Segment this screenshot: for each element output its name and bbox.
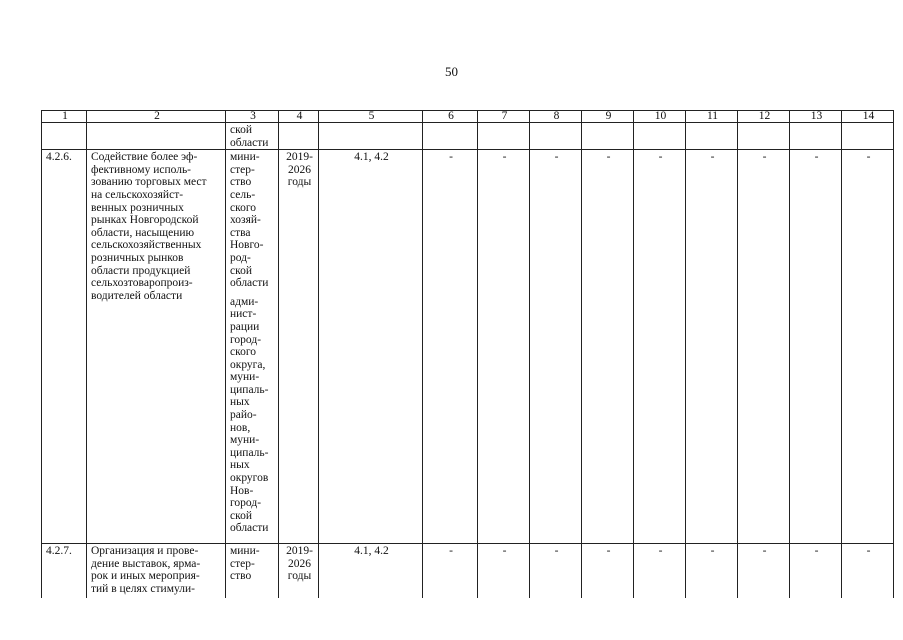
description-cell: [87, 544, 226, 599]
value-cell: -: [738, 150, 790, 544]
cell-line: 2026: [288, 557, 311, 570]
cell-line: Новго-: [230, 239, 264, 252]
table-cell: [582, 123, 634, 150]
item-number: 4.2.6.: [42, 150, 87, 544]
value-cell: -: [423, 544, 478, 599]
executor-cell: [226, 544, 279, 599]
cell-line: стер-: [230, 163, 255, 176]
cell-line: муни-: [230, 434, 260, 447]
cell-line: 2026: [288, 163, 311, 176]
value-cell: -: [582, 150, 634, 544]
cell-line: хозяй-: [230, 214, 261, 227]
value-cell: -: [842, 150, 894, 544]
cell-line: области, насыщению: [91, 226, 195, 239]
cell-line: годы: [287, 570, 312, 583]
value-cell: -: [478, 150, 530, 544]
column-header: 12: [738, 111, 790, 123]
cell-line: области: [230, 136, 269, 149]
cell-line: город-: [230, 497, 262, 510]
value-cell: -: [423, 150, 478, 544]
table-cell: [478, 123, 530, 150]
cell-line: нист-: [230, 308, 257, 321]
value-cell: -: [842, 544, 894, 599]
cell-line: розничных рынков: [91, 251, 184, 264]
cell-line: округа,: [230, 358, 266, 371]
value-cell: -: [530, 150, 582, 544]
page-number: 50: [445, 64, 458, 79]
cell-line: ных: [230, 459, 250, 472]
cell-line: венных розничных: [91, 201, 184, 214]
program-activities-table: [41, 110, 894, 598]
cell-line: ской: [230, 509, 253, 522]
value-cell: -: [686, 150, 738, 544]
column-header: 5: [319, 111, 423, 123]
column-header: 14: [842, 111, 894, 123]
period-cell: [279, 150, 319, 544]
cell-line: ской: [230, 124, 253, 136]
table-cell: [87, 123, 226, 150]
table-cell: [842, 123, 894, 150]
cell-line: ского: [230, 201, 257, 214]
cell-line: области продукцией: [91, 264, 191, 277]
cell-line: годы: [287, 176, 312, 189]
cell-line: на сельскохозяйст-: [91, 188, 184, 201]
cell-line: области: [230, 522, 269, 535]
value-cell: -: [634, 544, 686, 599]
cell-line: мини-: [230, 545, 260, 558]
value-cell: -: [686, 544, 738, 599]
column-header: 9: [582, 111, 634, 123]
value-cell: -: [790, 150, 842, 544]
cell-line: рации: [230, 320, 260, 333]
cell-line: сельхозтоваропроиз-: [91, 277, 193, 290]
table-cell: [790, 123, 842, 150]
table-row: [42, 150, 894, 544]
cell-line: зованию торговых мест: [91, 176, 207, 189]
table-row: [42, 544, 894, 599]
indicators-cell: 4.1, 4.2: [319, 150, 423, 544]
executor-cell: [226, 150, 279, 544]
cell-line: райо-: [230, 409, 257, 422]
table-cell: [738, 123, 790, 150]
column-header: 3: [226, 111, 279, 123]
value-cell: -: [582, 544, 634, 599]
item-number: 4.2.7.: [42, 544, 87, 599]
cell-line: сельскохозяйственных: [91, 239, 202, 252]
cell-line: ство: [230, 176, 252, 189]
value-cell: -: [478, 544, 530, 599]
cell-line: ных: [230, 396, 250, 409]
cell-line: Нов-: [230, 484, 254, 497]
cell-line: ской: [230, 264, 253, 277]
cell-line: рок и иных мероприя-: [91, 570, 200, 583]
table-cell: [319, 123, 423, 150]
cell-line: округов: [230, 472, 269, 485]
cell-line: муни-: [230, 371, 260, 384]
table-cell: [423, 123, 478, 150]
cell-line: нов,: [230, 421, 251, 434]
table-cell: [530, 123, 582, 150]
cell-line: ципаль-: [230, 446, 269, 459]
cell-line: рынках Новгородской: [91, 214, 199, 227]
description-cell: [87, 150, 226, 544]
cell-line: 2019-: [286, 545, 313, 558]
cell-line: тий в целях стимули-: [91, 582, 195, 595]
cell-line: области: [230, 277, 269, 290]
column-header: 1: [42, 111, 87, 123]
cell-line: стер-: [230, 557, 255, 570]
column-header: 8: [530, 111, 582, 123]
executor-cell: [226, 123, 279, 150]
table-cell: [42, 123, 87, 150]
column-header: 4: [279, 111, 319, 123]
cell-line: дение выставок, ярма-: [91, 557, 201, 570]
column-header: 11: [686, 111, 738, 123]
cell-line: Организация и прове-: [91, 545, 199, 558]
table-cell: [279, 123, 319, 150]
table-cell: [686, 123, 738, 150]
cell-line: мини-: [230, 151, 260, 164]
column-header: 6: [423, 111, 478, 123]
cell-line: город-: [230, 333, 262, 346]
value-cell: -: [738, 544, 790, 599]
cell-line: род-: [230, 251, 251, 264]
value-cell: -: [634, 150, 686, 544]
column-number-row: [42, 111, 894, 123]
cell-line: 2019-: [286, 151, 313, 164]
continuation-row: [42, 123, 894, 150]
cell-line: ципаль-: [230, 383, 269, 396]
column-header: 13: [790, 111, 842, 123]
cell-line: ство: [230, 570, 252, 583]
cell-line: ства: [230, 226, 251, 239]
cell-line: водителей области: [91, 289, 183, 302]
cell-line: адми-: [230, 295, 259, 308]
cell-line: фективному исполь-: [91, 163, 192, 176]
value-cell: -: [530, 544, 582, 599]
column-header: 7: [478, 111, 530, 123]
column-header: 10: [634, 111, 686, 123]
cell-line: сель-: [230, 188, 256, 201]
indicators-cell: 4.1, 4.2: [319, 544, 423, 599]
cell-line: Содействие более эф-: [91, 151, 198, 164]
table-cell: [634, 123, 686, 150]
value-cell: -: [790, 544, 842, 599]
column-header: 2: [87, 111, 226, 123]
cell-line: ского: [230, 346, 257, 359]
period-cell: [279, 544, 319, 599]
